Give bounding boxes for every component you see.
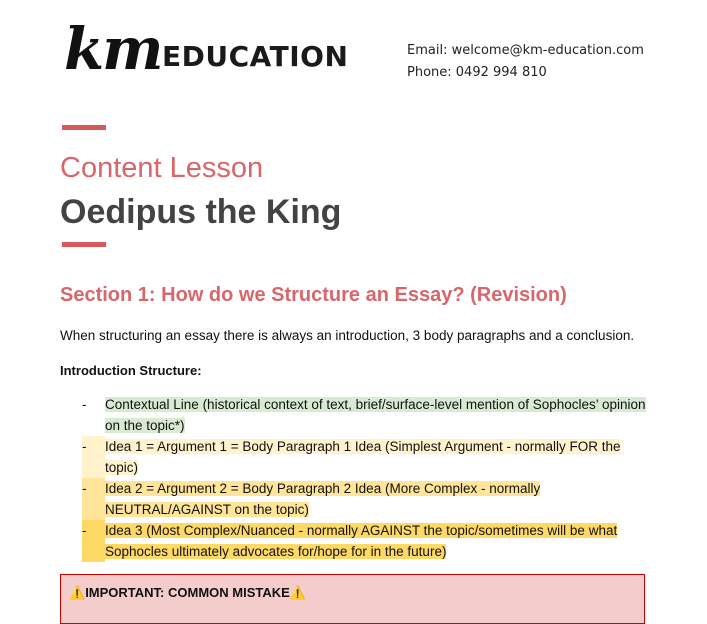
callout-title-row <box>69 584 306 602</box>
logo-wordmark: EDUCATION <box>162 40 349 73</box>
list-bullet: - <box>82 436 105 478</box>
list-item-text: Idea 1 = Argument 1 = Body Paragraph 1 Idea (Simplest Argument - normally FOR the topic) <box>105 439 621 475</box>
contact-email: Email: welcome@km-education.com <box>407 43 644 58</box>
list-item-text: Idea 3 (Most Complex/Nuanced - normally AGAINST the topic/sometimes will be what Sophocles ultimately advocates for/hope for in the future) <box>105 523 618 559</box>
warning-icon: ⚠️ <box>289 585 306 600</box>
list-item <box>82 478 662 520</box>
list-bullet: - <box>82 478 105 520</box>
contact-phone: Phone: 0492 994 810 <box>407 65 547 80</box>
list-item-text: Contextual Line (historical context of text, brief/surface-level mention of Sophocles’ opinion on the topic*) <box>105 397 646 433</box>
doc-subtitle: Content Lesson <box>60 152 264 184</box>
intro-paragraph: When structuring an essay there is always an introduction, 3 body paragraphs and a conclusion. <box>60 328 635 343</box>
doc-title: Oedipus the King <box>60 193 342 231</box>
warning-icon: ⚠️ <box>69 585 86 600</box>
list-item <box>82 394 662 436</box>
list-bullet: - <box>82 397 87 412</box>
structure-list <box>82 394 662 562</box>
list-item <box>82 520 662 562</box>
accent-bar-bottom <box>62 242 106 247</box>
callout-title: IMPORTANT: COMMON MISTAKE <box>85 585 290 600</box>
list-item-text: Idea 2 = Argument 2 = Body Paragraph 2 Idea (More Complex - normally NEUTRAL/AGAINST on the topic) <box>105 481 541 517</box>
list-bullet: - <box>82 520 105 562</box>
section-heading: Section 1: How do we Structure an Essay? (Revision) <box>60 284 567 306</box>
accent-bar-top <box>62 125 106 130</box>
logo-script: km <box>64 15 162 83</box>
structure-heading: Introduction Structure: <box>60 363 202 378</box>
list-item <box>82 436 662 478</box>
important-callout <box>60 574 645 624</box>
contact-info <box>407 40 644 84</box>
